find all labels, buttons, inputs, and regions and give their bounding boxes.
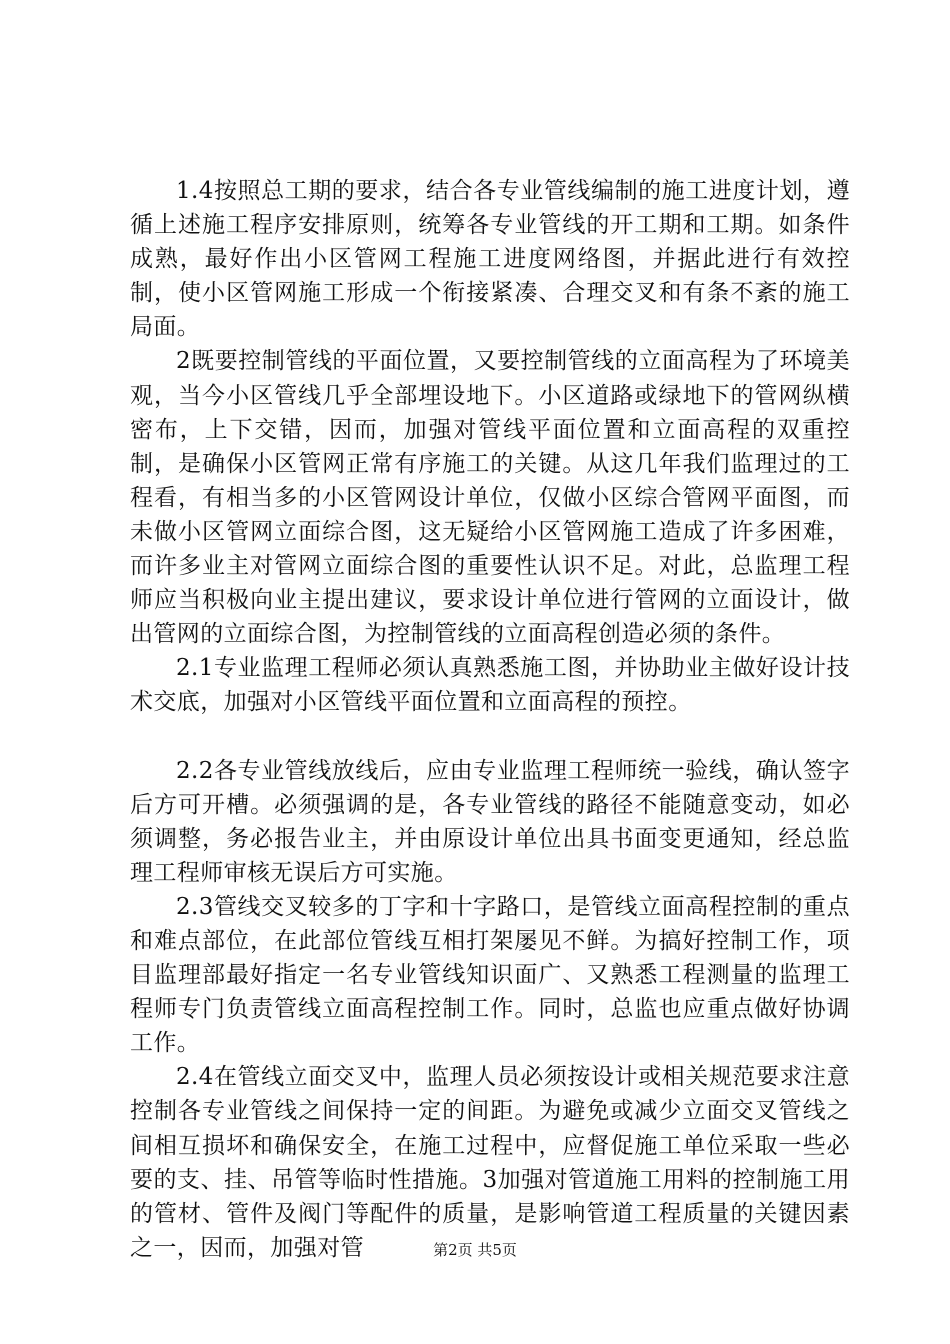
paragraph-2-2: 2.2各专业管线放线后，应由专业监理工程师统一验线，确认签字后方可开槽。必须强调的是，各专业管线的路径不能随意变动，如必须调整，务必报告业主，并由原设计单位出具书面变更通知，经总监理工程师审核无误后方可实施。 (130, 757, 850, 886)
paragraph-gap (130, 720, 850, 754)
paragraph-2-1: 2.1专业监理工程师必须认真熟悉施工图，并协助业主做好设计技术交底，加强对小区管线平面位置和立面高程的预控。 (130, 655, 850, 716)
paragraph-1-4: 1.4按照总工期的要求，结合各专业管线编制的施工进度计划，遵循上述施工程序安排原则，统筹各专业管线的开工期和工期。如条件成熟，最好作出小区管网工程施工进度网络图，并据此进行有效控制，使小区管网施工形成一个衔接紧凑、合理交叉和有条不紊的施工局面。 (130, 178, 850, 341)
paragraph-2-3: 2.3管线交叉较多的丁字和十字路口，是管线立面高程控制的重点和难点部位，在此部位管线互相打架屡见不鲜。为搞好控制工作，项目监理部最好指定一名专业管线知识面广、又熟悉工程测量的监理工程师专门负责管线立面高程控制工作。同时，总监也应重点做好协调工作。 (130, 893, 850, 1057)
document-body (130, 174, 850, 1265)
paragraph-2: 2既要控制管线的平面位置，又要控制管线的立面高程为了环境美观，当今小区管线几乎全部埋设地下。小区道路或绿地下的管网纵横密布，上下交错，因而，加强对管线平面位置和立面高程的双重控制，是确保小区管网正常有序施工的关键。从这几年我们监理过的工程看，有相当多的小区管网设计单位，仅做小区综合管网平面图，而未做小区管网立面综合图，这无疑给小区管网施工造成了许多困难，而许多业主对管网立面综合图的重要性认识不足。对此，总监理工程师应当积极向业主提出建议，要求设计单位进行管网的立面设计，做出管网的立面综合图，为控制管线的立面高程创造必须的条件。 (130, 348, 850, 648)
paragraph-2-4: 2.4在管线立面交叉中，监理人员必须按设计或相关规范要求注意控制各专业管线之间保持一定的间距。为避免或减少立面交叉管线之间相互损坏和确保安全，在施工过程中，应督促施工单位采取一些必要的支、挂、吊管等临时性措施。3加强对管道施工用料的控制施工用的管材、管件及阀门等配件的质量，是影响管道工程质量的关键因素之一，因而，加强对管 (130, 1064, 850, 1261)
page-number-footer: 第2页 共5页 (433, 1241, 517, 1259)
